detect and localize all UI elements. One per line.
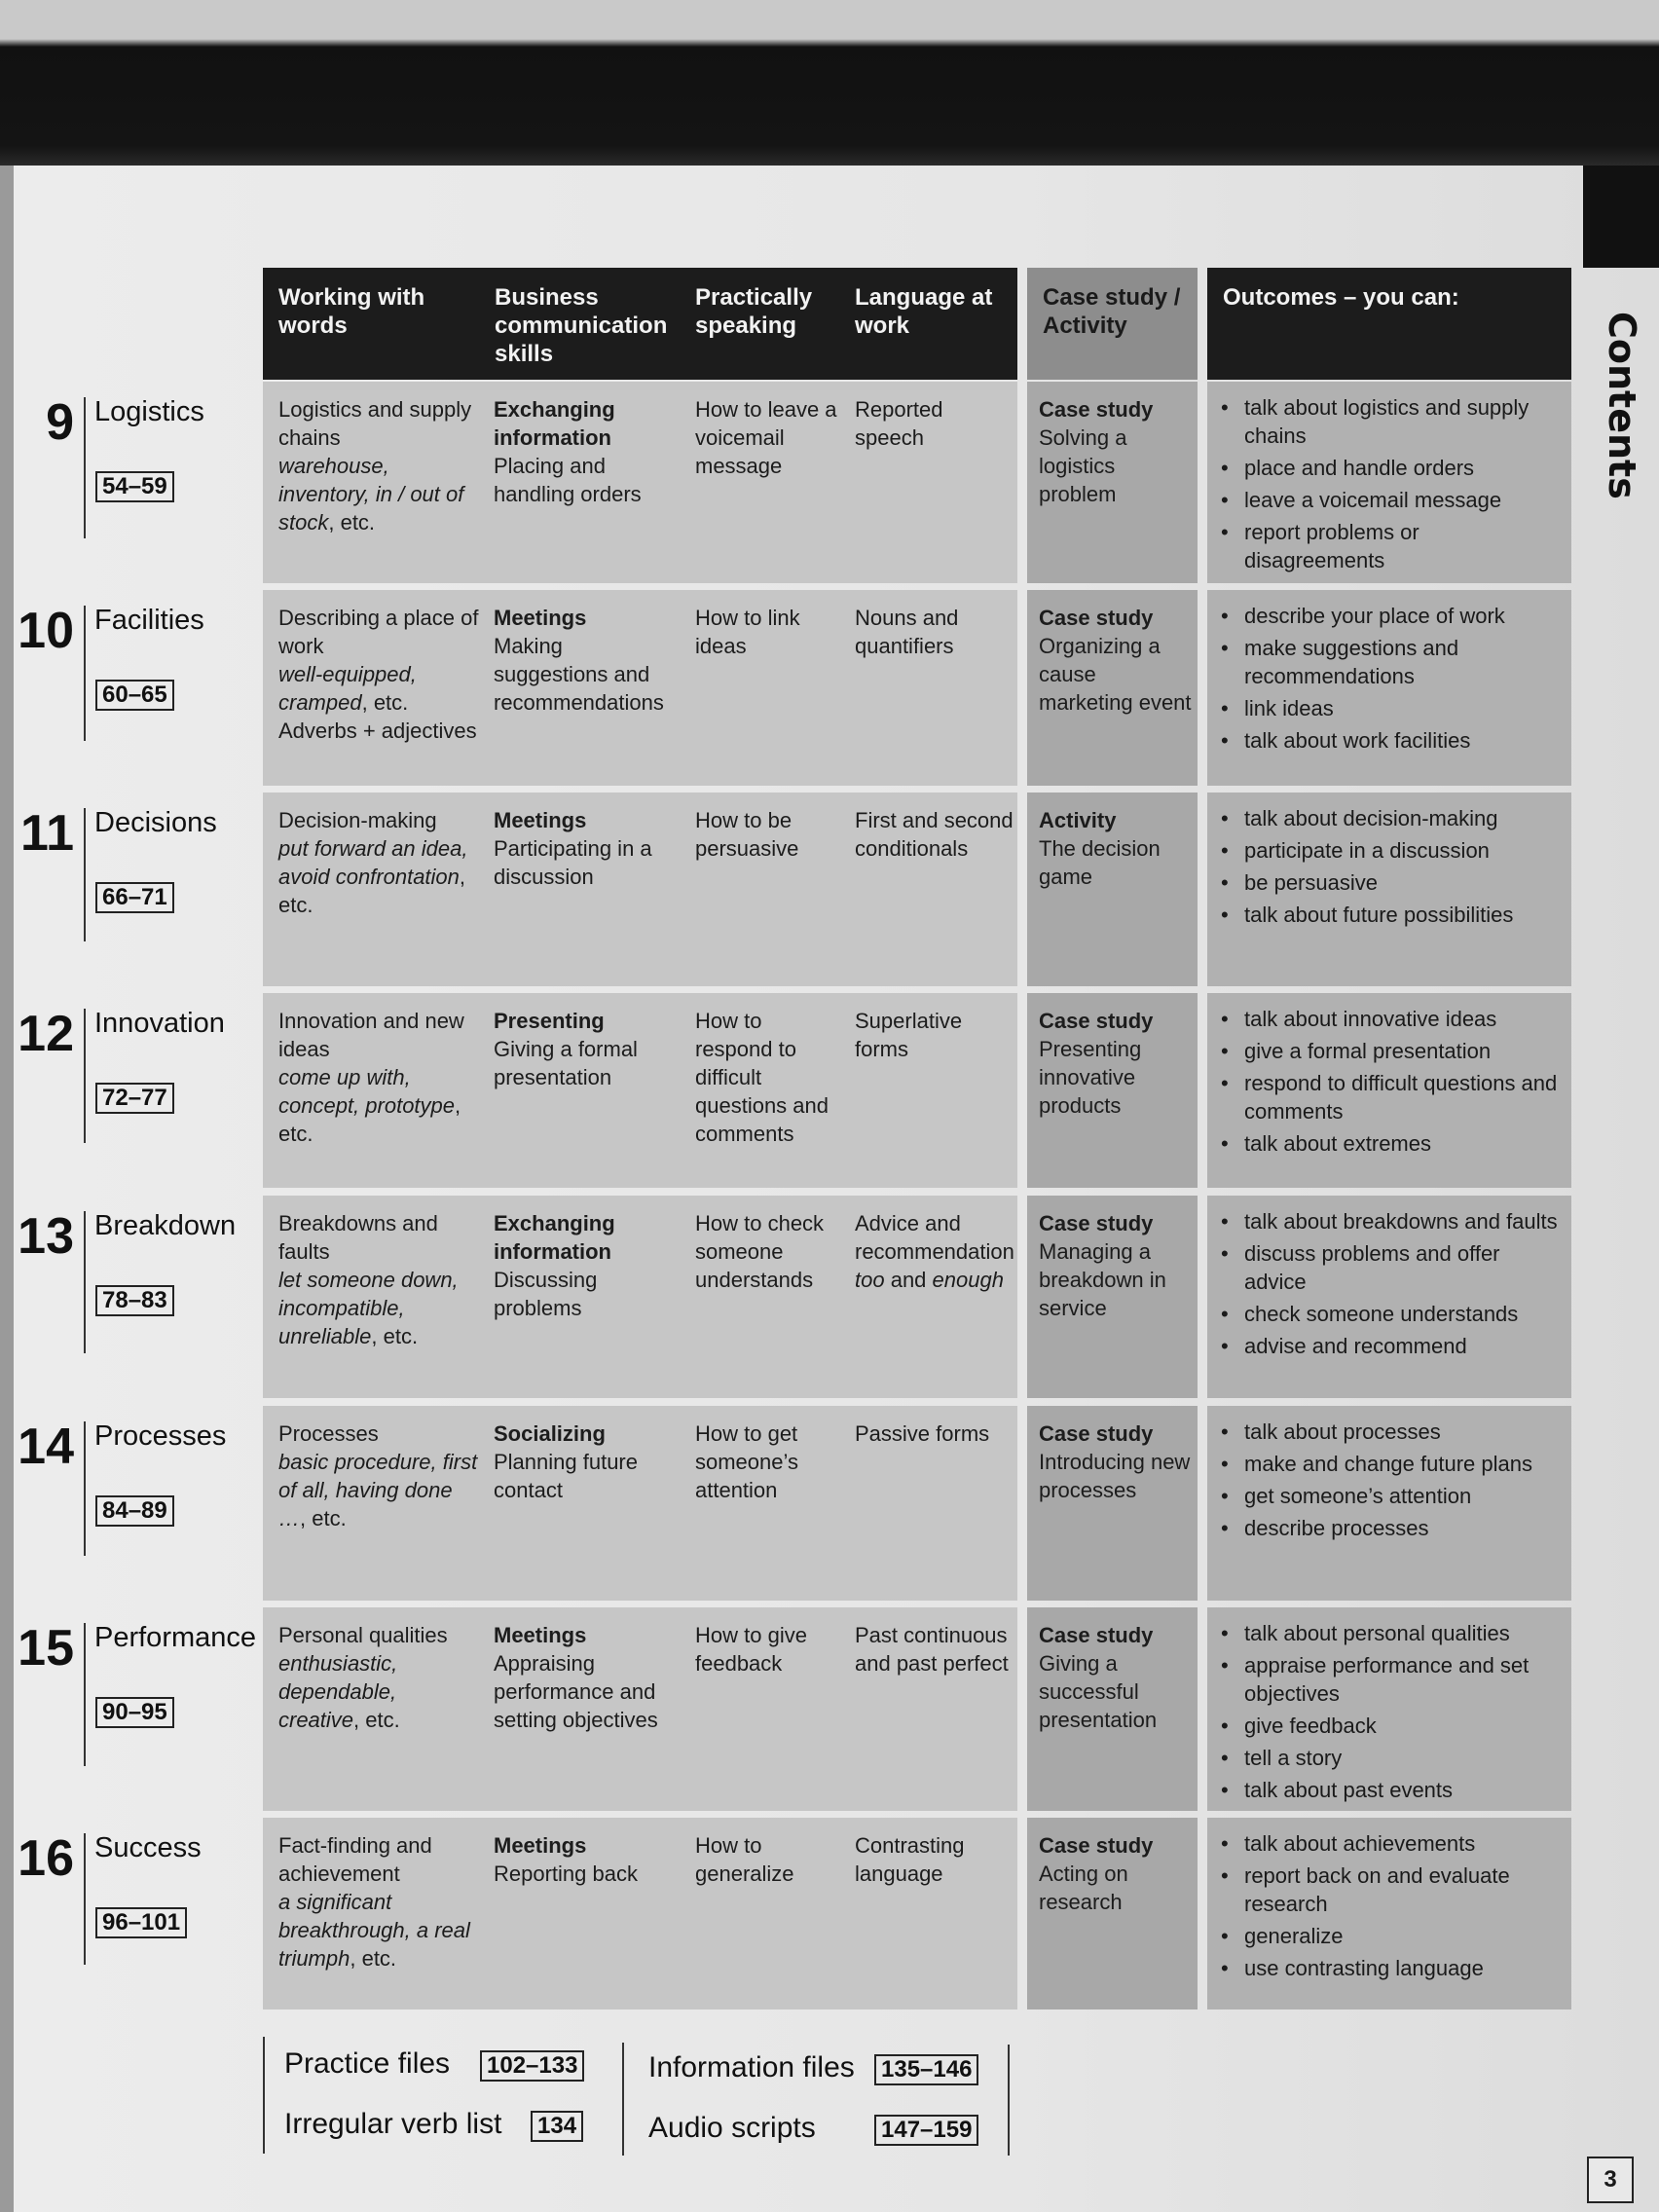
outcome-item: • talk about decision-making [1217, 804, 1566, 832]
audio-scripts-pages: 147–159 [874, 2115, 978, 2146]
working-with-words [278, 395, 483, 536]
language-text: Past continuous and past perfect [855, 1623, 1009, 1676]
words-examples-italic: put forward an idea, avoid confrontation [278, 836, 468, 889]
outcome-item: • talk about extremes [1217, 1129, 1566, 1158]
language-text: Reported speech [855, 397, 943, 450]
business-communication [494, 1209, 679, 1322]
business-text: Making suggestions and recommendations [494, 634, 664, 715]
case-study-heading: Case study [1039, 606, 1154, 630]
unit-title: Success [94, 1832, 202, 1863]
case-study [1039, 1419, 1195, 1504]
unit-pages: 96–101 [95, 1907, 187, 1938]
outcomes-list [1217, 1418, 1566, 1546]
outcomes-list [1217, 1005, 1566, 1161]
business-heading: Meetings [494, 1833, 587, 1858]
working-with-words [278, 1419, 483, 1532]
business-heading: Meetings [494, 808, 587, 832]
language-italic-too: too [855, 1268, 885, 1292]
case-study-text: Presenting innovative products [1039, 1037, 1142, 1118]
words-examples-etc: , etc. [278, 865, 466, 917]
working-with-words [278, 1621, 483, 1734]
business-text: Placing and handling orders [494, 454, 642, 506]
outcome-item: • talk about achievements [1217, 1829, 1566, 1858]
unit-number: 14 [18, 1419, 74, 1475]
case-study [1039, 1007, 1195, 1120]
outcome-item: • talk about past events [1217, 1776, 1566, 1804]
business-communication [494, 806, 679, 891]
unit-pages: 84–89 [95, 1495, 174, 1527]
case-study-text: Organizing a cause marketing event [1039, 634, 1192, 715]
outcome-item: • describe your place of work [1217, 602, 1566, 630]
case-study-heading: Case study [1039, 397, 1154, 422]
footer-divider [1008, 2045, 1010, 2156]
outcomes-list [1217, 393, 1566, 578]
practically-speaking: How to get someone’s attention [695, 1421, 798, 1502]
outcome-item: • link ideas [1217, 694, 1566, 722]
language-extra [855, 1266, 1015, 1294]
language-text: Advice and recommendation [855, 1211, 1014, 1264]
unit-pages: 72–77 [95, 1083, 174, 1114]
words-examples-etc: , etc. [328, 510, 376, 535]
business-communication [494, 1621, 679, 1734]
language-text: Contrasting language [855, 1833, 965, 1886]
words-examples [278, 660, 483, 717]
business-text: Discussing problems [494, 1268, 598, 1320]
case-study-text: Acting on research [1039, 1862, 1128, 1914]
case-study-text: Solving a logistics problem [1039, 425, 1127, 506]
outcome-item: • leave a voicemail message [1217, 486, 1566, 514]
working-with-words [278, 604, 483, 745]
outcome-item: • describe processes [1217, 1514, 1566, 1542]
words-topic: Logistics and supply chains [278, 397, 472, 450]
unit-divider [84, 1211, 86, 1353]
unit-number: 15 [18, 1620, 74, 1677]
unit-title: Performance [94, 1622, 257, 1653]
information-files-label: Information files [648, 2051, 855, 2083]
unit-divider [84, 397, 86, 538]
outcome-item: • tell a story [1217, 1744, 1566, 1772]
practice-files-pages: 102–133 [480, 2050, 584, 2082]
outcome-item: • appraise performance and set objectives [1217, 1651, 1566, 1708]
header-working-with-words: Working with words [278, 284, 425, 339]
outcome-item: • talk about processes [1217, 1418, 1566, 1446]
case-study-text: The decision game [1039, 836, 1161, 889]
outcome-item: • be persuasive [1217, 868, 1566, 897]
business-heading: Socializing [494, 1421, 606, 1446]
practically-speaking: How to leave a voicemail message [695, 397, 837, 478]
page-number: 3 [1587, 2157, 1634, 2203]
business-communication [494, 395, 679, 508]
footer-divider [622, 2043, 624, 2156]
words-examples-etc: , etc. [361, 690, 409, 715]
outcomes-list [1217, 1619, 1566, 1808]
outcome-item: • give feedback [1217, 1712, 1566, 1740]
header-language-at-work: Language at work [855, 284, 993, 339]
unit-title: Logistics [94, 396, 204, 427]
unit-divider [84, 1421, 86, 1556]
unit-divider [84, 1009, 86, 1143]
practically-speaking: How to be persuasive [695, 808, 799, 861]
unit-divider [84, 808, 86, 941]
outcome-item: • get someone’s attention [1217, 1482, 1566, 1510]
outcome-item: • talk about breakdowns and faults [1217, 1207, 1566, 1235]
words-examples-italic: warehouse, inventory, in / out of stock [278, 454, 464, 535]
outcome-item: • talk about innovative ideas [1217, 1005, 1566, 1033]
unit-number: 9 [46, 394, 74, 451]
case-study-heading: Case study [1039, 1211, 1154, 1235]
outcome-item: • talk about logistics and supply chains [1217, 393, 1566, 450]
outcome-item: • discuss problems and offer advice [1217, 1239, 1566, 1296]
case-study-heading: Case study [1039, 1833, 1154, 1858]
words-examples-etc: , etc. [278, 1093, 461, 1146]
business-text: Appraising performance and setting objectives [494, 1651, 658, 1732]
language-at-work [855, 395, 1015, 452]
words-topic: Processes [278, 1421, 379, 1446]
practically-speaking: How to give feedback [695, 1623, 807, 1676]
unit-title: Innovation [94, 1008, 225, 1039]
case-study [1039, 806, 1195, 891]
outcome-item: • give a formal presentation [1217, 1037, 1566, 1065]
business-heading: Meetings [494, 606, 587, 630]
contents-side-label: Contents [1601, 312, 1643, 499]
language-at-work [855, 1209, 1015, 1294]
case-study-heading: Case study [1039, 1009, 1154, 1033]
business-heading: Presenting [494, 1009, 605, 1033]
language-text: First and second conditionals [855, 808, 1014, 861]
business-heading: Exchanging information [494, 397, 615, 450]
language-at-work [855, 1621, 1015, 1677]
words-examples-etc: , etc. [371, 1324, 419, 1348]
working-with-words [278, 1007, 483, 1148]
words-topic: Personal qualities [278, 1623, 448, 1647]
outcome-item: • talk about work facilities [1217, 726, 1566, 755]
working-with-words [278, 1831, 483, 1972]
unit-pages: 60–65 [95, 680, 174, 711]
words-examples-italic: a significant breakthrough, a real triumph [278, 1890, 470, 1971]
unit-number: 13 [18, 1208, 74, 1265]
case-study-heading: Case study [1039, 1421, 1154, 1446]
unit-title: Facilities [94, 605, 204, 636]
words-topic: Decision-making [278, 808, 437, 832]
case-study-heading: Activity [1039, 808, 1117, 832]
irregular-verb-list-pages: 134 [531, 2111, 583, 2142]
language-text: Nouns and quantifiers [855, 606, 959, 658]
header-outcomes [1207, 268, 1571, 380]
unit-pages: 66–71 [95, 882, 174, 913]
outcome-item: • talk about future possibilities [1217, 901, 1566, 929]
practically-speaking: How to generalize [695, 1833, 794, 1886]
unit-pages: 78–83 [95, 1285, 174, 1316]
words-examples [278, 1266, 483, 1350]
words-examples-etc: , etc. [300, 1506, 347, 1530]
words-examples-italic: enthusiastic, dependable, creative [278, 1651, 398, 1732]
header-case-study-label: Case study / Activity [1043, 284, 1181, 339]
business-text: Reporting back [494, 1862, 638, 1886]
outcomes-list [1217, 1829, 1566, 1986]
header-main [263, 268, 1017, 380]
words-topic: Fact-finding and achievement [278, 1833, 432, 1886]
words-examples-etc: , etc. [350, 1946, 397, 1971]
language-and: and [884, 1268, 933, 1292]
outcome-item: • advise and recommend [1217, 1332, 1566, 1360]
outcome-item: • talk about personal qualities [1217, 1619, 1566, 1647]
words-examples-italic: come up with, concept, prototype [278, 1065, 456, 1118]
outcome-item: • place and handle orders [1217, 454, 1566, 482]
working-with-words [278, 1209, 483, 1350]
case-study [1039, 1621, 1195, 1734]
outcome-item: • report back on and evaluate research [1217, 1862, 1566, 1918]
outcome-item: • use contrasting language [1217, 1954, 1566, 1982]
page-edge [0, 166, 14, 2212]
practically-speaking: How to link ideas [695, 606, 800, 658]
unit-title: Processes [94, 1420, 227, 1452]
language-at-work [855, 1831, 1015, 1888]
language-at-work [855, 1419, 1015, 1448]
words-topic: Describing a place of work [278, 606, 479, 658]
language-at-work [855, 604, 1015, 660]
outcomes-list [1217, 602, 1566, 758]
language-text: Passive forms [855, 1421, 990, 1446]
audio-scripts-label: Audio scripts [648, 2112, 816, 2144]
business-communication [494, 1419, 679, 1504]
practice-files-label: Practice files [284, 2047, 451, 2080]
business-communication [494, 604, 679, 717]
language-italic-enough: enough [932, 1268, 1004, 1292]
case-study [1039, 1209, 1195, 1322]
practically-speaking: How to respond to difficult questions and comments [695, 1009, 829, 1146]
words-examples-etc: , etc. [353, 1708, 400, 1732]
outcome-item: • respond to difficult questions and comments [1217, 1069, 1566, 1125]
outcome-item: • make and change future plans [1217, 1450, 1566, 1478]
words-examples-italic: let someone down, incompatible, unreliable [278, 1268, 459, 1348]
practically-speaking: How to check someone understands [695, 1211, 825, 1292]
case-study [1039, 1831, 1195, 1916]
header-practically-speaking: Practically speaking [695, 284, 813, 339]
unit-divider [84, 1833, 86, 1965]
side-tab [1583, 166, 1659, 268]
business-text: Giving a formal presentation [494, 1037, 638, 1089]
outcome-item: • check someone understands [1217, 1300, 1566, 1328]
working-with-words [278, 806, 483, 919]
unit-pages: 90–95 [95, 1697, 174, 1728]
business-communication [494, 1007, 679, 1091]
business-heading: Exchanging information [494, 1211, 615, 1264]
words-examples [278, 1448, 483, 1532]
irregular-verb-list-label: Irregular verb list [284, 2108, 502, 2140]
words-examples [278, 1649, 483, 1734]
words-examples-italic: well-equipped, cramped [278, 662, 417, 715]
case-study [1039, 604, 1195, 717]
outcomes-list [1217, 1207, 1566, 1364]
words-examples [278, 1888, 483, 1972]
case-study-text: Introducing new processes [1039, 1450, 1191, 1502]
words-extra: Adverbs + adjectives [278, 719, 477, 743]
words-examples [278, 1063, 483, 1148]
words-topic: Breakdowns and faults [278, 1211, 438, 1264]
case-study-text: Giving a successful presentation [1039, 1651, 1158, 1732]
business-text: Planning future contact [494, 1450, 638, 1502]
information-files-pages: 135–146 [874, 2054, 978, 2085]
unit-pages: 54–59 [95, 471, 174, 502]
unit-title: Decisions [94, 807, 217, 838]
outcome-item: • report problems or disagreements [1217, 518, 1566, 574]
business-communication [494, 1831, 679, 1888]
top-edge [0, 0, 1659, 166]
unit-number: 10 [18, 603, 74, 659]
header-case-study [1027, 268, 1198, 380]
language-at-work [855, 1007, 1015, 1063]
words-examples-italic: basic procedure, first of all, having done … [278, 1450, 478, 1530]
case-study-heading: Case study [1039, 1623, 1154, 1647]
outcome-item: • participate in a discussion [1217, 836, 1566, 865]
footer-divider [263, 2037, 265, 2154]
unit-title: Breakdown [94, 1210, 237, 1241]
outcomes-list [1217, 804, 1566, 933]
words-examples [278, 834, 483, 919]
language-text: Superlative forms [855, 1009, 963, 1061]
outcome-item: • generalize [1217, 1922, 1566, 1950]
case-study [1039, 395, 1195, 508]
business-text: Participating in a discussion [494, 836, 652, 889]
words-topic: Innovation and new ideas [278, 1009, 464, 1061]
unit-number: 16 [18, 1830, 74, 1887]
language-at-work [855, 806, 1015, 863]
outcome-item: • make suggestions and recommendations [1217, 634, 1566, 690]
unit-number: 12 [18, 1006, 74, 1062]
business-heading: Meetings [494, 1623, 587, 1647]
header-business-communication: Business communication skills [495, 284, 668, 367]
case-study-text: Managing a breakdown in service [1039, 1239, 1166, 1320]
unit-divider [84, 1623, 86, 1766]
unit-divider [84, 606, 86, 741]
header-outcomes-label: Outcomes – you can: [1223, 284, 1459, 311]
words-examples [278, 452, 483, 536]
unit-number: 11 [20, 805, 74, 862]
